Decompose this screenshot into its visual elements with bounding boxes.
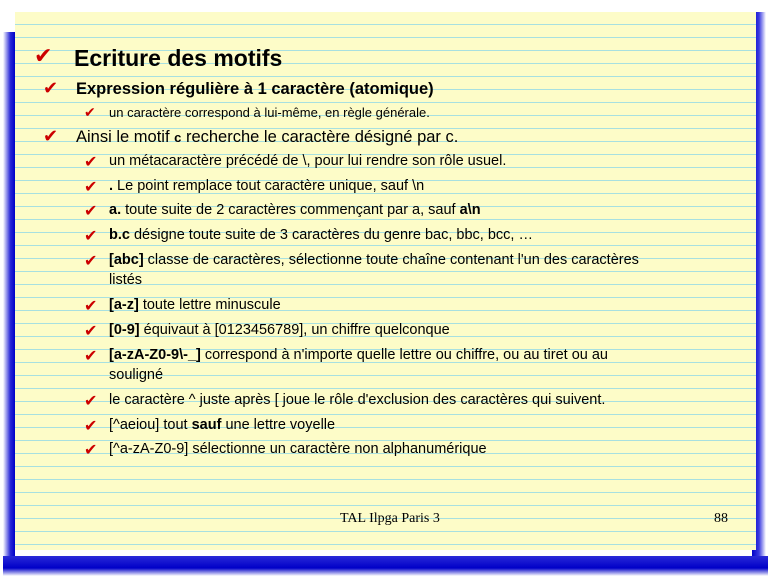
sub-bullet-text: un métacaractère précédé de \, pour lui rendre son rôle usuel. (109, 153, 507, 169)
sub-bullet-text: le caractère ^ juste après [ joue le rôle d'exclusion des caractères qui suivent. (109, 392, 606, 408)
sub-bullet-text: un caractère correspond à lui-même, en règle générale. (109, 105, 430, 120)
slide-shadow-left (3, 32, 15, 576)
sub-bullet-text: a. toute suite de 2 caractères commençant par a, sauf a\n (109, 202, 481, 218)
sub-bullet-text: b.c désigne toute suite de 3 caractères du genre bac, bbc, bcc, … (109, 227, 533, 243)
sub-bullet-text: [a-z] toute lettre minuscule (109, 297, 281, 313)
sub-bullet-text: [a-zA-Z0-9\-_] correspond à n'importe quelle lettre ou chiffre, ou au tiret ou au (109, 347, 608, 363)
check-mark-icon: ✔ (84, 296, 98, 315)
check-mark-icon: ✔ (43, 78, 59, 99)
sub-bullet-text: [abc] classe de caractères, sélectionne toute chaîne contenant l'un des caractères (109, 252, 639, 268)
check-mark-icon: ✔ (84, 201, 98, 220)
bullet-text: Ainsi le motif c recherche le caractère désigné par c. (76, 128, 459, 146)
check-mark-icon: ✔ (84, 105, 96, 121)
page-number: 88 (714, 511, 728, 526)
slide-shadow-bottom (3, 556, 768, 576)
check-mark-icon: ✔ (84, 440, 98, 459)
check-mark-icon: ✔ (84, 177, 98, 196)
slide-title: Ecriture des motifs (74, 45, 283, 71)
sub-bullet-text: . Le point remplace tout caractère unique, sauf \n (109, 178, 425, 194)
check-mark-icon: ✔ (34, 44, 53, 69)
sub-bullet-text: [^aeiou] tout sauf une lettre voyelle (109, 417, 336, 433)
footer-course-label: TAL Ilpga Paris 3 (340, 511, 440, 526)
sub-bullet-text: [0-9] équivaut à [0123456789], un chiffre quelconque (109, 322, 450, 338)
sub-bullet-continuation: listés (109, 272, 143, 288)
check-mark-icon: ✔ (84, 251, 98, 270)
check-mark-icon: ✔ (43, 126, 59, 147)
check-mark-icon: ✔ (84, 321, 98, 340)
sub-bullet-text: [^a-zA-Z0-9] sélectionne un caractère non alphanumérique (109, 441, 487, 457)
check-mark-icon: ✔ (84, 391, 98, 410)
check-mark-icon: ✔ (84, 152, 98, 171)
check-mark-icon: ✔ (84, 346, 98, 365)
check-mark-icon: ✔ (84, 226, 98, 245)
check-mark-icon: ✔ (84, 416, 98, 435)
bullet-text: Expression régulière à 1 caractère (atomique) (76, 80, 434, 98)
sub-bullet-continuation: souligné (109, 367, 164, 383)
